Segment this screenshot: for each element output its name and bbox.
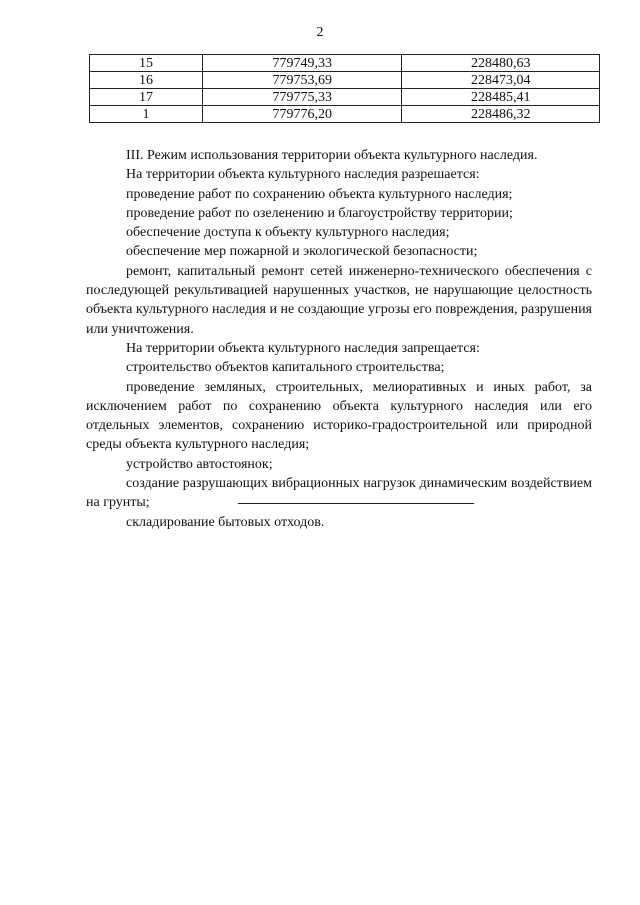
point-number-cell: 17: [90, 89, 203, 106]
x-coordinate-cell: 779753,69: [202, 72, 402, 89]
point-number-cell: 16: [90, 72, 203, 89]
table-row: [90, 72, 600, 89]
prohibited-item: складирование бытовых отходов.: [126, 514, 325, 530]
x-coordinate-cell: 779749,33: [202, 55, 402, 72]
y-coordinate-cell: 228480,63: [402, 55, 600, 72]
prohibited-item: создание разрушающих вибрационных нагрузок динамическим воздействием на грунты;: [86, 476, 592, 511]
section-heading: III. Режим использования территории объекта культурного наследия.: [126, 148, 538, 163]
y-coordinate-cell: 228485,41: [402, 89, 600, 106]
x-coordinate-cell: 779776,20: [202, 106, 402, 123]
page-number: 2: [316, 25, 324, 40]
y-coordinate-cell: 228473,04: [402, 72, 600, 89]
table-row: [90, 106, 600, 123]
table-row: [90, 55, 600, 72]
permitted-item: проведение работ по сохранению объекта культурного наследия;: [126, 186, 513, 202]
point-number-cell: 1: [90, 106, 203, 123]
prohibited-item: строительство объектов капитального строительства;: [126, 360, 445, 376]
prohibited-intro: На территории объекта культурного наследия запрещается:: [126, 340, 480, 356]
permitted-intro: На территории объекта культурного наследия разрешается:: [126, 167, 480, 183]
end-rule: [238, 503, 474, 504]
point-number-cell: 15: [90, 55, 203, 72]
permitted-item: проведение работ по озеленению и благоустройству территории;: [126, 205, 513, 221]
x-coordinate-cell: 779775,33: [202, 89, 402, 106]
y-coordinate-cell: 228486,32: [402, 106, 600, 123]
permitted-item: обеспечение доступа к объекту культурного наследия;: [126, 225, 450, 241]
table-row: [90, 89, 600, 106]
permitted-item: ремонт, капитальный ремонт сетей инженерно-технического обеспечения с последующей рекультивацией нарушенных участков, не нарушающие целостность объекта культурного наследия и не создающие угрозы его повреждения, разрушения или уничтожения.: [86, 263, 592, 337]
permitted-item: обеспечение мер пожарной и экологической безопасности;: [126, 244, 478, 260]
prohibited-item: проведение земляных, строительных, мелиоративных и иных работ, за исключением работ по сохранению объекта культурного наследия или его отдельных элементов, сохранению историко-градостроительной или природной среды объекта культурного наследия;: [86, 379, 592, 453]
prohibited-item: устройство автостоянок;: [126, 456, 273, 472]
document-body: [86, 146, 592, 532]
coordinates-table: [89, 54, 600, 123]
